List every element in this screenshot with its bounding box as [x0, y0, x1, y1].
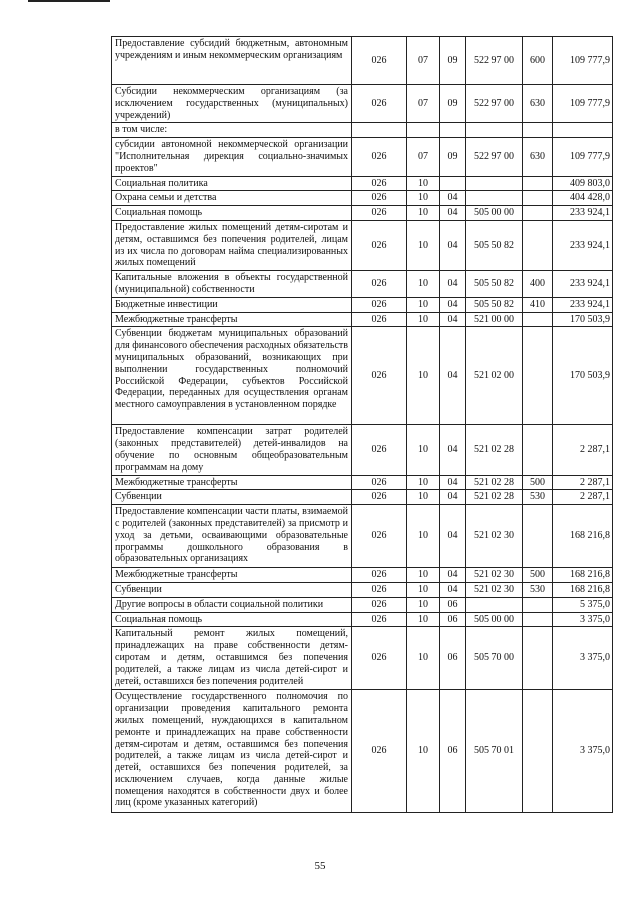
amount-cell: 3 375,0 — [553, 627, 613, 690]
target-article-cell: 521 00 00 — [466, 312, 523, 327]
expense-type-cell: 400 — [523, 271, 553, 298]
subsection-code-cell: 04 — [440, 297, 466, 312]
target-article-cell: 505 50 82 — [466, 297, 523, 312]
table-row — [112, 191, 613, 206]
row-name-cell: Субвенции бюджетам муниципальных образований для финансового обеспечения расходных обязательств муниципальных образований, возникающих при выполнении государственных полномочий Российской Федерации, субъектов Российской Федерации, переданных для осуществления органам местного самоуправления в установленном порядке — [112, 327, 352, 425]
section-code-cell — [407, 123, 440, 138]
ministry-code-cell: 026 — [352, 297, 407, 312]
section-code-cell: 10 — [407, 475, 440, 490]
section-code-cell: 10 — [407, 582, 440, 597]
amount-cell: 233 924,1 — [553, 271, 613, 298]
row-name-cell: Бюджетные инвестиции — [112, 297, 352, 312]
section-code-cell: 10 — [407, 505, 440, 568]
amount-cell: 109 777,9 — [553, 85, 613, 123]
section-code-cell: 07 — [407, 37, 440, 85]
ministry-code-cell — [352, 123, 407, 138]
amount-cell: 168 216,8 — [553, 582, 613, 597]
target-article-cell: 505 00 00 — [466, 206, 523, 221]
table-row — [112, 138, 613, 176]
amount-cell: 168 216,8 — [553, 568, 613, 583]
target-article-cell: 522 97 00 — [466, 85, 523, 123]
section-code-cell: 10 — [407, 206, 440, 221]
section-code-cell: 10 — [407, 297, 440, 312]
amount-cell: 109 777,9 — [553, 138, 613, 176]
ministry-code-cell: 026 — [352, 85, 407, 123]
expense-type-cell — [523, 176, 553, 191]
expense-type-cell: 630 — [523, 138, 553, 176]
target-article-cell: 522 97 00 — [466, 138, 523, 176]
row-name-cell: Субсидии некоммерческим организациям (за исключением государственных (муниципальных) учреждений) — [112, 85, 352, 123]
table-row — [112, 176, 613, 191]
amount-cell: 5 375,0 — [553, 597, 613, 612]
subsection-code-cell: 04 — [440, 568, 466, 583]
ministry-code-cell: 026 — [352, 191, 407, 206]
subsection-code-cell: 04 — [440, 475, 466, 490]
target-article-cell: 505 70 00 — [466, 627, 523, 690]
ministry-code-cell: 026 — [352, 37, 407, 85]
amount-cell: 409 803,0 — [553, 176, 613, 191]
target-article-cell — [466, 191, 523, 206]
row-name-cell: Осуществление государственного полномочия по организации проведения капитального ремонта жилых помещений, нуждающихся в капитальном ремонте и принадлежащих на праве собственности детям-сиротам и детям, оставшимся без попечения родителей, а также лицам из числа детей-сирот и детей, оставшихся без попечения родителей, за исключением случаев, когда данные жилые помещения находятся в собственности двух и более лиц (кроме указанных категорий) — [112, 690, 352, 813]
ministry-code-cell: 026 — [352, 327, 407, 425]
target-article-cell: 521 02 00 — [466, 327, 523, 425]
row-name-cell: Межбюджетные трансферты — [112, 568, 352, 583]
subsection-code-cell: 04 — [440, 582, 466, 597]
section-code-cell: 10 — [407, 490, 440, 505]
amount-cell: 404 428,0 — [553, 191, 613, 206]
amount-cell: 2 287,1 — [553, 490, 613, 505]
row-name-cell: Капитальные вложения в объекты государственной (муниципальной) собственности — [112, 271, 352, 298]
target-article-cell: 505 50 82 — [466, 271, 523, 298]
ministry-code-cell: 026 — [352, 690, 407, 813]
row-name-cell: Социальная помощь — [112, 206, 352, 221]
ministry-code-cell: 026 — [352, 582, 407, 597]
target-article-cell: 521 02 30 — [466, 582, 523, 597]
section-code-cell: 10 — [407, 191, 440, 206]
ministry-code-cell: 026 — [352, 597, 407, 612]
amount-cell: 168 216,8 — [553, 505, 613, 568]
ministry-code-cell: 026 — [352, 312, 407, 327]
section-code-cell: 10 — [407, 568, 440, 583]
expense-type-cell — [523, 206, 553, 221]
target-article-cell — [466, 176, 523, 191]
amount-cell — [553, 123, 613, 138]
subsection-code-cell: 04 — [440, 271, 466, 298]
row-name-cell: Охрана семьи и детства — [112, 191, 352, 206]
ministry-code-cell: 026 — [352, 568, 407, 583]
subsection-code-cell: 04 — [440, 312, 466, 327]
section-code-cell: 10 — [407, 176, 440, 191]
table-row — [112, 568, 613, 583]
ministry-code-cell: 026 — [352, 505, 407, 568]
top-rule — [28, 0, 110, 2]
expense-type-cell: 530 — [523, 582, 553, 597]
subsection-code-cell: 09 — [440, 138, 466, 176]
expense-type-cell — [523, 123, 553, 138]
target-article-cell: 522 97 00 — [466, 37, 523, 85]
section-code-cell: 10 — [407, 627, 440, 690]
subsection-code-cell: 06 — [440, 690, 466, 813]
amount-cell: 2 287,1 — [553, 475, 613, 490]
expense-type-cell — [523, 612, 553, 627]
expense-type-cell: 500 — [523, 475, 553, 490]
target-article-cell: 505 70 01 — [466, 690, 523, 813]
ministry-code-cell: 026 — [352, 206, 407, 221]
section-code-cell: 10 — [407, 425, 440, 475]
section-code-cell: 10 — [407, 271, 440, 298]
subsection-code-cell: 06 — [440, 627, 466, 690]
target-article-cell: 521 02 28 — [466, 490, 523, 505]
row-name-cell: субсидии автономной некоммерческой организации "Исполнительная дирекция социально-значимых проектов" — [112, 138, 352, 176]
target-article-cell: 505 00 00 — [466, 612, 523, 627]
section-code-cell: 10 — [407, 312, 440, 327]
table-row — [112, 597, 613, 612]
subsection-code-cell: 04 — [440, 191, 466, 206]
amount-cell: 233 924,1 — [553, 220, 613, 270]
amount-cell: 3 375,0 — [553, 690, 613, 813]
expense-type-cell — [523, 690, 553, 813]
ministry-code-cell: 026 — [352, 220, 407, 270]
table-row — [112, 297, 613, 312]
target-article-cell — [466, 123, 523, 138]
subsection-code-cell: 04 — [440, 206, 466, 221]
target-article-cell: 521 02 28 — [466, 475, 523, 490]
table-row — [112, 312, 613, 327]
section-code-cell: 07 — [407, 138, 440, 176]
subsection-code-cell: 09 — [440, 85, 466, 123]
amount-cell: 3 375,0 — [553, 612, 613, 627]
subsection-code-cell: 04 — [440, 490, 466, 505]
subsection-code-cell: 04 — [440, 327, 466, 425]
subsection-code-cell: 04 — [440, 505, 466, 568]
row-name-cell: Субвенции — [112, 490, 352, 505]
subsection-code-cell — [440, 176, 466, 191]
ministry-code-cell: 026 — [352, 490, 407, 505]
row-name-cell: Капитальный ремонт жилых помещений, принадлежащих на праве собственности детям-сиротам и детям, оставшимся без попечения родителей, а также лицам из числа детей-сирот и детей, оставшихся без попечения родителей — [112, 627, 352, 690]
budget-table — [111, 36, 613, 813]
expense-type-cell — [523, 627, 553, 690]
table-row — [112, 220, 613, 270]
row-name-cell: Социальная помощь — [112, 612, 352, 627]
ministry-code-cell: 026 — [352, 138, 407, 176]
section-code-cell: 10 — [407, 597, 440, 612]
row-name-cell: Субвенции — [112, 582, 352, 597]
subsection-code-cell: 06 — [440, 597, 466, 612]
expense-type-cell: 530 — [523, 490, 553, 505]
ministry-code-cell: 026 — [352, 425, 407, 475]
subsection-code-cell: 09 — [440, 37, 466, 85]
table-row — [112, 271, 613, 298]
table-row — [112, 627, 613, 690]
ministry-code-cell: 026 — [352, 271, 407, 298]
amount-cell: 233 924,1 — [553, 297, 613, 312]
row-name-cell: Социальная политика — [112, 176, 352, 191]
ministry-code-cell: 026 — [352, 612, 407, 627]
amount-cell: 2 287,1 — [553, 425, 613, 475]
row-name-cell: Межбюджетные трансферты — [112, 475, 352, 490]
subsection-code-cell: 04 — [440, 220, 466, 270]
expense-type-cell: 630 — [523, 85, 553, 123]
section-code-cell: 10 — [407, 690, 440, 813]
target-article-cell: 521 02 30 — [466, 568, 523, 583]
page-number: 55 — [314, 860, 326, 872]
table-row — [112, 327, 613, 425]
row-name-cell: Предоставление компенсации части платы, взимаемой с родителей (законных представителей) за присмотр и уход за детьми, осваивающими образовательные программы дошкольного образования в образовательных организациях — [112, 505, 352, 568]
row-name-cell: Предоставление жилых помещений детям-сиротам и детям, оставшимся без попечения родителей, лицам из их числа по договорам найма специализированных жилых помещений — [112, 220, 352, 270]
row-name-cell: Предоставление субсидий бюджетным, автономным учреждениям и иным некоммерческим организациям — [112, 37, 352, 85]
table-row — [112, 37, 613, 85]
section-code-cell: 10 — [407, 327, 440, 425]
table-row — [112, 85, 613, 123]
table-row — [112, 425, 613, 475]
expense-type-cell — [523, 191, 553, 206]
section-code-cell: 10 — [407, 220, 440, 270]
row-name-cell: Предоставление компенсации затрат родителей (законных представителей) детей-инвалидов на обучение по основным общеобразовательным программам на дому — [112, 425, 352, 475]
target-article-cell: 521 02 28 — [466, 425, 523, 475]
section-code-cell: 07 — [407, 85, 440, 123]
table-row — [112, 490, 613, 505]
expense-type-cell — [523, 425, 553, 475]
expense-type-cell — [523, 220, 553, 270]
ministry-code-cell: 026 — [352, 627, 407, 690]
table-row — [112, 690, 613, 813]
amount-cell: 170 503,9 — [553, 327, 613, 425]
row-name-cell: Другие вопросы в области социальной политики — [112, 597, 352, 612]
target-article-cell: 505 50 82 — [466, 220, 523, 270]
subsection-code-cell — [440, 123, 466, 138]
table-row — [112, 582, 613, 597]
expense-type-cell — [523, 327, 553, 425]
expense-type-cell: 600 — [523, 37, 553, 85]
budget-table-body — [112, 37, 613, 813]
table-row — [112, 612, 613, 627]
table-row — [112, 123, 613, 138]
target-article-cell — [466, 597, 523, 612]
subsection-code-cell: 04 — [440, 425, 466, 475]
section-code-cell: 10 — [407, 612, 440, 627]
expense-type-cell — [523, 597, 553, 612]
amount-cell: 170 503,9 — [553, 312, 613, 327]
target-article-cell: 521 02 30 — [466, 505, 523, 568]
row-name-cell: в том числе: — [112, 123, 352, 138]
table-row — [112, 505, 613, 568]
subsection-code-cell: 06 — [440, 612, 466, 627]
amount-cell: 233 924,1 — [553, 206, 613, 221]
expense-type-cell — [523, 312, 553, 327]
table-row — [112, 475, 613, 490]
amount-cell: 109 777,9 — [553, 37, 613, 85]
expense-type-cell — [523, 505, 553, 568]
table-row — [112, 206, 613, 221]
ministry-code-cell: 026 — [352, 176, 407, 191]
ministry-code-cell: 026 — [352, 475, 407, 490]
expense-type-cell: 500 — [523, 568, 553, 583]
expense-type-cell: 410 — [523, 297, 553, 312]
row-name-cell: Межбюджетные трансферты — [112, 312, 352, 327]
